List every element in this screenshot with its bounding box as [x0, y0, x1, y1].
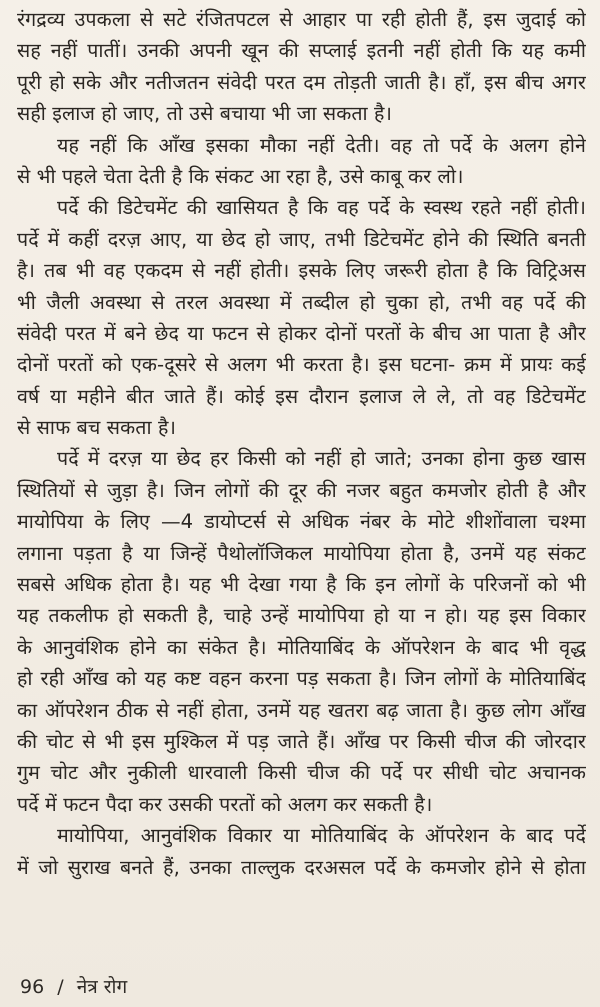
text-line: स्थितियों से जुड़ा है। जिन लोगों की दूर की नजर बहुत कमजोर होती है और: [17, 478, 586, 502]
text-line: का ऑपरेशन ठीक से नहीं होता, उनमें यह खतरा बढ़ जाता है। कुछ लोग आँख: [17, 698, 586, 722]
text-line: से साफ बच सकता है।: [17, 416, 176, 440]
text-line: गुम चोट और नुकीली धारवाली किसी चीज की पर्दे पर सीधी चोट अचानक: [17, 761, 586, 785]
text-line: सबसे अधिक होता है। यह भी देखा गया है कि इन लोगों के परिजनों को भी: [17, 573, 586, 597]
text-line: हो रही आँख को यह कष्ट वहन करना पड़ सकता है। जिन लोगों के मोतियाबिंद: [17, 667, 586, 691]
text-line: मायोपिया के लिए —4 डायोप्टर्स से अधिक नंबर के मोटे शीशोंवाला चश्मा: [17, 510, 586, 534]
text-line: पर्दे की डिटेचमेंट की खासियत है कि वह पर्दे के स्वस्थ रहते नहीं होती।: [57, 196, 586, 220]
text-line: यह नहीं कि आँख इसका मौका नहीं देती। वह तो पर्दे के अलग होने: [57, 133, 586, 157]
text-line: वर्ष या महीने बीत जाते हैं। कोई इस दौरान इलाज ले ले, तो वह डिटेचमेंट: [17, 384, 586, 408]
text-line: यह तकलीफ हो सकती है, चाहे उन्हें मायोपिया हो या न हो। यह इस विकार: [17, 604, 586, 628]
text-line: मायोपिया, आनुवंशिक विकार या मोतियाबिंद के ऑपरेशन के बाद पर्दे: [57, 824, 586, 848]
text-line: संवेदी परत में बने छेद या फटन से होकर दोनों परतों के बीच आ पाता है और: [17, 321, 586, 345]
text-line: पर्दे में दरज़ या छेद हर किसी को नहीं हो जाते; उनका होना कुछ खास: [57, 447, 586, 471]
text-line: है। तब भी वह एकदम से नहीं होती। इसके लिए जरूरी होता है कि विट्रिअस: [17, 259, 586, 283]
chapter-title: नेत्र रोग: [76, 976, 128, 998]
footer-separator: /: [57, 976, 64, 998]
text-line: पर्दे में कहीं दरज़ आए, या छेद हो जाए, तभी डिटेचमेंट होने की स्थिति बनती: [17, 227, 586, 251]
body-text: [17, 4, 586, 883]
text-line: रंगद्रव्य उपकला से सटे रंजितपटल से आहार पा रही होती हैं, इस जुदाई को: [17, 8, 586, 31]
text-line: सही इलाज हो जाए, तो उसे बचाया भी जा सकता है।: [17, 102, 393, 126]
text-line: भी जैली अवस्था से तरल अवस्था में तब्दील हो चुका हो, तभी वह पर्दे की: [17, 290, 586, 314]
text-line: पूरी हो सके और नतीजतन संवेदी परत दम तोड़ती जाती है। हाँ, इस बीच अगर: [17, 70, 586, 94]
text-line: सह नहीं पातीं। उनकी अपनी खून की सप्लाई इतनी नहीं होती कि यह कमी: [17, 39, 586, 63]
page-number: 96: [20, 976, 45, 998]
text-line: दोनों परतों को एक-दूसरे से अलग भी करता है। इस घटना- क्रम में प्रायः कई: [17, 353, 586, 377]
page-footer: [20, 975, 127, 999]
text-line: में जो सुराख बनते हैं, उनका ताल्लुक दरअसल पर्दे के कमजोर होने से होता: [17, 855, 586, 879]
text-line: से भी पहले चेता देती है कि संकट आ रहा है, उसे काबू कर लो।: [17, 164, 464, 188]
text-line: पर्दे में फटन पैदा कर उसकी परतों को अलग कर सकती है।: [17, 792, 433, 816]
text-line: की चोट से भी इस मुश्किल में पड़ जाते हैं। आँख पर किसी चीज की जोरदार: [17, 729, 586, 753]
text-line: के आनुवंशिक होने का संकेत है। मोतियाबिंद के ऑपरेशन के बाद भी वृद्ध: [17, 635, 586, 659]
text-line: लगाना पड़ता है या जिन्हें पैथोलॉजिकल मायोपिया होता है, उनमें यह संकट: [17, 541, 586, 565]
